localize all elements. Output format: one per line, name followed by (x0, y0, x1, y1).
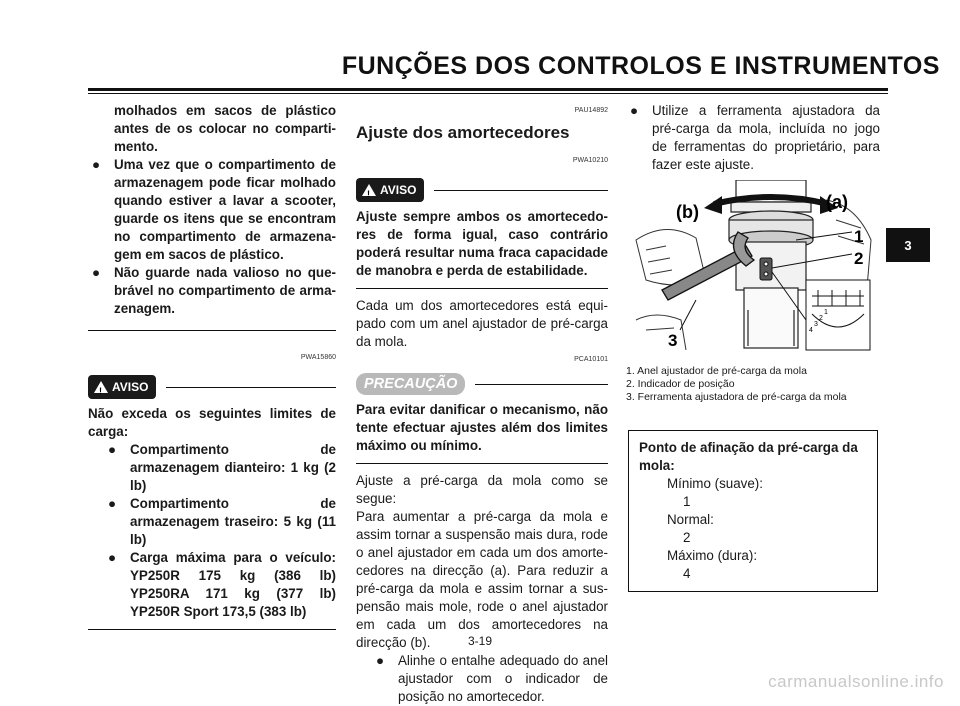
spec-title: Ponto de afinação da pré-carga da mola: (639, 440, 858, 473)
bullet-icon: ● (108, 442, 117, 457)
warning-badge: ! AVISO (88, 375, 156, 399)
limit-item: ● Compartimento de armazenagem traseiro: 5 kg (11 lb) (108, 496, 336, 547)
column-2 (356, 102, 608, 706)
ref-code: PAU14892 (574, 107, 608, 114)
header-rule-thin (88, 93, 888, 94)
caution-rule (475, 384, 608, 385)
spec-box (628, 430, 878, 592)
divider (88, 629, 336, 630)
bullet-icon: ● (108, 496, 117, 511)
spec-normal-label: Normal: (667, 512, 714, 527)
caution-text: Para evitar danificar o mecanismo, não tente efectuar ajustes além dos limites máximo ou mínimo. (356, 402, 608, 453)
continued-text: molhados em sacos de plástico antes de os colocar no comparti-mento. (114, 103, 336, 154)
warning-icon: ! (362, 184, 376, 196)
warning-rule (434, 190, 608, 191)
warning-header (88, 375, 336, 399)
column-3 (626, 102, 880, 592)
spec-min-label: Mínimo (suave): (667, 476, 763, 491)
warning-badge: ! AVISO (356, 178, 424, 202)
section-tab: 3 (886, 228, 930, 262)
caution-header (356, 373, 608, 395)
inset-label-2: 2 (819, 315, 823, 322)
divider (356, 288, 608, 289)
label-a: (a) (826, 192, 848, 212)
ref-code: PCA10101 (574, 356, 608, 363)
bullet-icon: ● (376, 653, 385, 668)
inset-label-1: 1 (824, 309, 828, 316)
bullet-item: ● Alinhe o entalhe adequado do anel ajustador com o indicador de posição no amortecedor. (376, 653, 608, 704)
caption-3: 3. Ferramenta ajustadora de pré-carga da mola (626, 391, 847, 403)
bullet-item: ● Utilize a ferramenta ajustadora da pré-carga da mola, incluída no jogo de ferramentas do proprietário, para fazer este ajuste. (630, 103, 880, 172)
warning-intro: Não exceda os seguintes limites de carga: (88, 406, 336, 439)
divider (356, 463, 608, 464)
divider (88, 330, 336, 331)
column-1 (88, 102, 336, 638)
label-b: (b) (676, 202, 699, 222)
bullet-icon: ● (92, 157, 101, 172)
limit-item: ● Carga máxima para o veículo: YP250R 175 kg (386 lb) YP250RA 171 kg (377 lb) YP250R Sport 173,5 (383 lb) (108, 550, 336, 619)
header-rule (88, 88, 888, 91)
bullet-icon: ● (92, 265, 101, 280)
paragraph: Cada um dos amortecedores está equi-pado com um anel ajustador de pré-carga da mola. (356, 298, 608, 349)
bullet-icon: ● (630, 103, 639, 118)
inset-label-3: 3 (814, 321, 818, 328)
label-1: 1 (854, 227, 864, 246)
bullet-item: ● Não guarde nada valioso no que-brável no compartimento de arma-zenagem. (92, 265, 336, 316)
spec-min-value: 1 (683, 494, 691, 509)
bullet-icon: ● (108, 550, 117, 565)
warning-header (356, 178, 608, 202)
shock-illustration (626, 180, 880, 355)
ref-code: PWA10210 (572, 157, 608, 164)
warning-rule (166, 387, 336, 388)
label-2: 2 (854, 249, 864, 268)
limit-item: ● Compartimento de armazenagem dianteiro: 1 kg (2 lb) (108, 442, 336, 493)
page-number: 3-19 (467, 634, 493, 648)
paragraph: Para aumentar a pré-carga da mola e assim tornar a suspensão mais dura, rode o anel ajustador em cada um dos amorte-cedores na direcção (a). Para reduzir a pré-carga da mola e assim tornar a sus-pensão mais mole, rode o anel ajustador em cada um dos amortecedores na direcção (b). (356, 509, 608, 650)
section-title: Ajuste dos amortecedores (356, 123, 570, 142)
shock-adjuster-figure (626, 180, 880, 355)
paragraph: Ajuste a pré-carga da mola como se segue: (356, 473, 608, 506)
spec-max-value: 4 (683, 566, 691, 581)
caution-badge: PRECAUÇÃO (356, 373, 465, 395)
bullet-item: ● Uma vez que o compartimento de armazenagem pode ficar molhado quando estiver a lavar a scooter, guarde os itens que se encontram no compartimento de armazena-gem em sacos de plástico. (92, 157, 336, 262)
inset-label-4: 4 (809, 327, 813, 334)
label-3: 3 (668, 331, 678, 350)
ref-code: PWA15860 (300, 354, 336, 361)
caption-2: 2. Indicador de posição (626, 378, 735, 390)
spec-max-label: Máximo (dura): (667, 548, 758, 563)
spec-normal-value: 2 (683, 530, 691, 545)
page-header-title: FUNÇÕES DOS CONTROLOS E INSTRUMENTOS (341, 52, 940, 80)
warning-icon: ! (94, 381, 108, 393)
warning-text: Ajuste sempre ambos os amortecedo-res de forma igual, caso contrário poderá resultar numa fraca capacidade de manobra e perda de estabilidade. (356, 209, 608, 278)
caption-1: 1. Anel ajustador de pré-carga da mola (626, 365, 807, 377)
footer-watermark: carmanualsonline.info (768, 672, 944, 691)
